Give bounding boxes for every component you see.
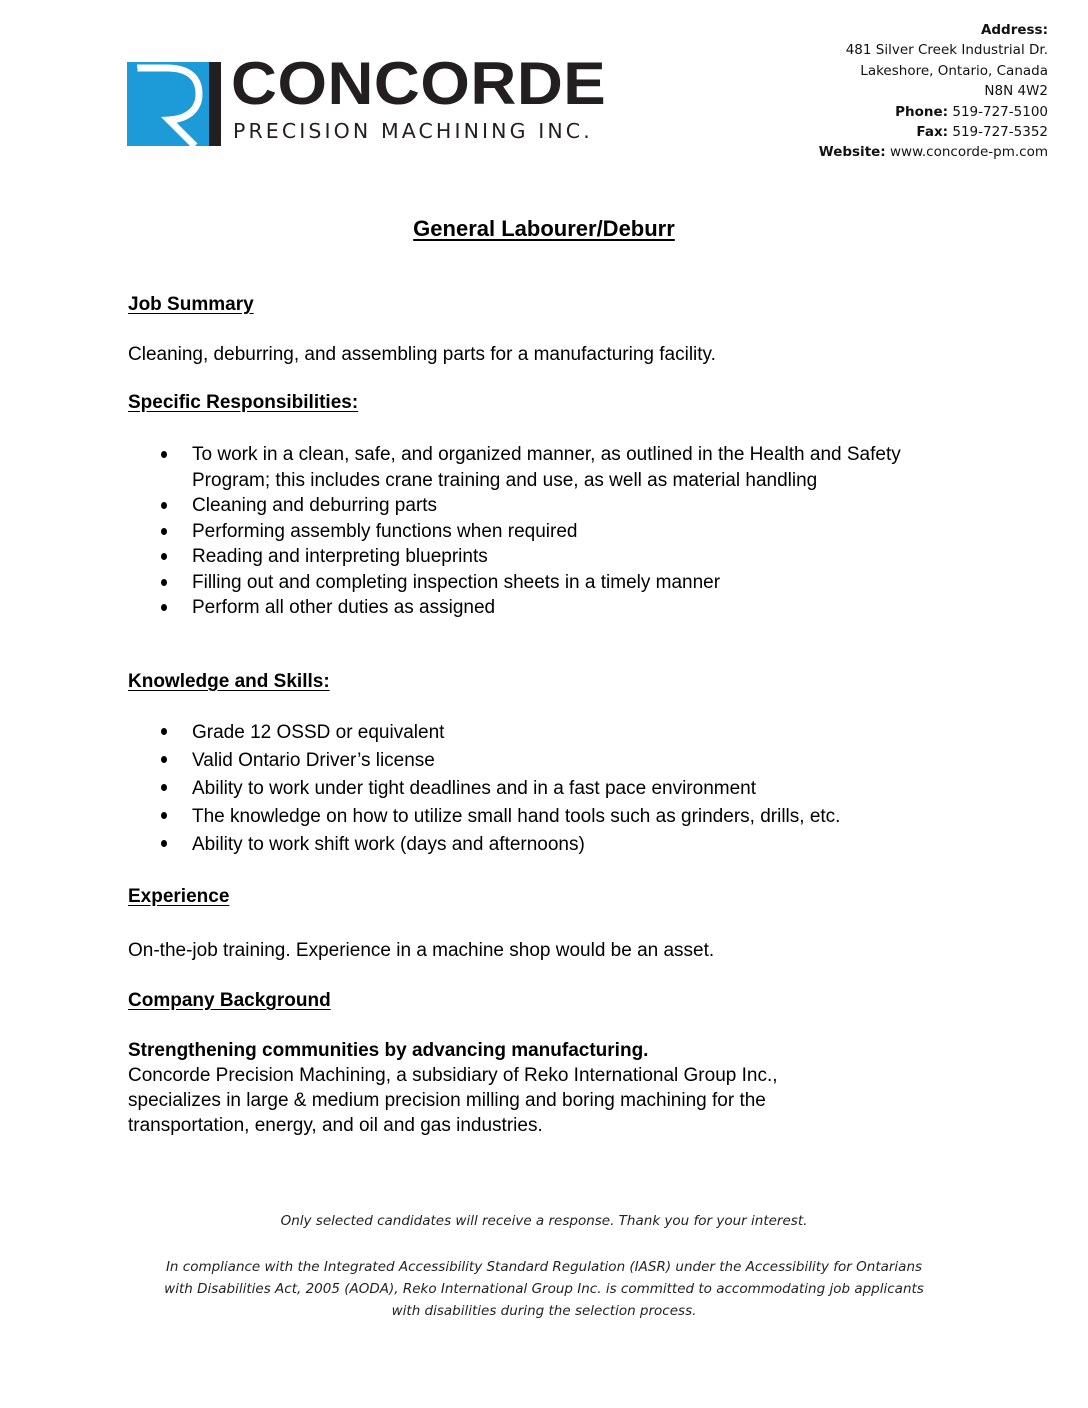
list-item-text: Valid Ontario Driver’s license [192,750,435,771]
address-label: Address: [980,22,1048,38]
fax-label: Fax: [916,124,949,141]
ri-monogram-icon [127,62,209,146]
list-item-text: Performing assembly functions when required [192,520,578,542]
experience-heading: Experience [128,886,230,907]
list-item [128,570,932,596]
logo-subtitle: PRECISION MACHINING INC. [233,119,593,143]
address-line-2: Lakeshore, Ontario, Canada [860,62,1048,79]
bullet-icon [161,528,167,535]
list-item-text: Cleaning and deburring parts [192,495,438,516]
responsibilities-heading: Specific Responsibilities: [128,392,359,413]
website-link[interactable]: www.concorde-pm.com [890,144,1048,161]
phone-number: 519-727-5100 [952,103,1048,120]
response-note: Only selected candidates will receive a response. Thank you for your interest. [280,1213,808,1229]
list-item [128,595,932,621]
list-item-text: The knowledge on how to utilize small hand tools such as grinders, drills, etc. [192,806,841,827]
list-item-text: Perform all other duties as assigned [192,597,496,618]
list-item [128,803,932,831]
compliance-line-3: with disabilities during the selection process. [391,1303,697,1319]
company-description-line-3: transportation, energy, and oil and gas industries. [128,1115,543,1136]
list-item [128,544,932,570]
list-item [128,719,932,747]
address-line-1: 481 Silver Creek Industrial Dr. [845,42,1048,59]
list-item-text: Ability to work under tight deadlines and in a fast pace environment [192,778,756,799]
compliance-line-1: In compliance with the Integrated Accessibility Standard Regulation (IASR) under the Accessibility for Ontarians [165,1259,923,1275]
phone-label: Phone: [895,103,949,120]
address-postal-code: N8N 4W2 [984,83,1048,100]
list-item-text: Ability to work shift work (days and afternoons) [192,834,585,855]
logo-brand-name: CONCORDE [231,50,607,117]
company-logo [127,50,617,148]
list-item [128,775,932,803]
website-label: Website: [818,144,886,161]
job-summary-text: Cleaning, deburring, and assembling parts for a manufacturing facility. [128,344,716,365]
bullet-icon [161,553,167,560]
list-item [128,747,932,775]
phone-row [819,102,1048,122]
fax-row [819,122,1048,142]
company-tagline: Strengthening communities by advancing manufacturing. [128,1040,649,1061]
list-item [128,493,932,519]
bullet-icon [161,502,167,509]
company-background-heading: Company Background [128,990,331,1011]
list-item [128,831,932,859]
list-item-text: Grade 12 OSSD or equivalent [192,722,445,743]
bullet-icon [161,756,167,763]
accessibility-compliance-statement [130,1256,958,1322]
website-row [819,142,1048,162]
page-title: General Labourer/Deburr [413,216,675,241]
skills-list [128,719,932,859]
company-description-line-1: Concorde Precision Machining, a subsidiary of Reko International Group Inc., [128,1065,778,1086]
skills-heading: Knowledge and Skills: [128,671,330,692]
bullet-icon [161,451,167,458]
list-item-text: To work in a clean, safe, and organized manner, as outlined in the Health and Safety Program; this includes crane training and use, as well as material handling [192,444,901,491]
bullet-icon [161,812,167,819]
list-item [128,519,932,545]
list-item-text: Filling out and completing inspection sheets in a timely manner [192,571,721,593]
address-block [819,20,1048,163]
company-description-line-2: specializes in large & medium precision milling and boring machining for the [128,1090,766,1111]
bullet-icon [161,728,167,735]
job-summary-heading: Job Summary [128,294,254,315]
list-item [128,442,932,493]
bullet-icon [161,604,167,611]
bullet-icon [161,784,167,791]
responsibilities-list [128,442,932,621]
compliance-line-2: with Disabilities Act, 2005 (AODA), Reko International Group Inc. is committed to accommodating job applicants [164,1281,924,1297]
bullet-icon [161,840,167,847]
fax-number: 519-727-5352 [952,124,1048,141]
experience-text: On-the-job training. Experience in a machine shop would be an asset. [128,940,715,961]
logo-divider-bar [209,62,221,146]
bullet-icon [161,579,167,586]
list-item-text: Reading and interpreting blueprints [192,546,488,567]
